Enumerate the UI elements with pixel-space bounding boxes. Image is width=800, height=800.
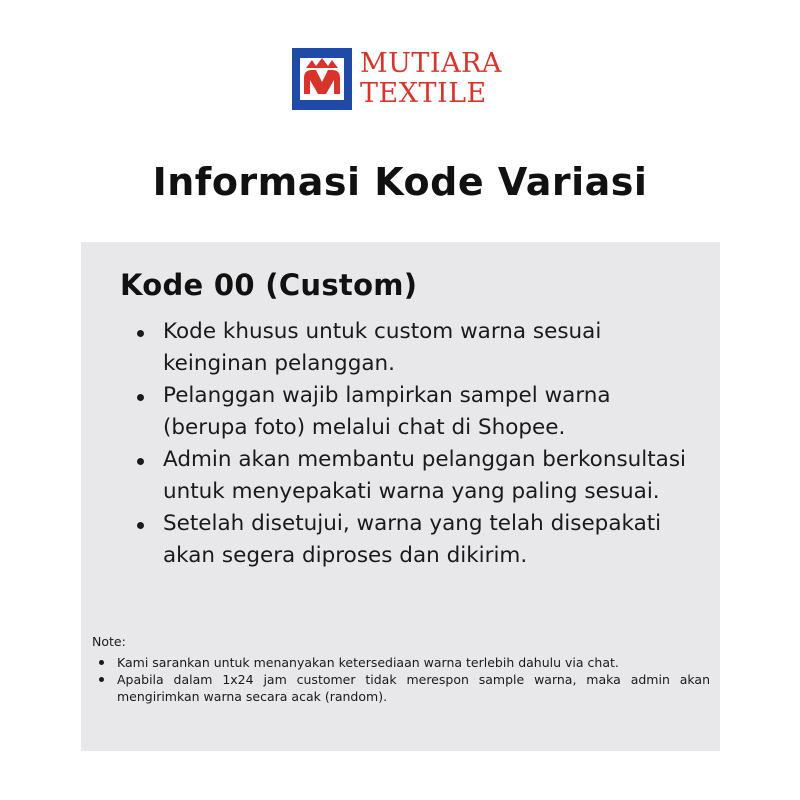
bullet-icon xyxy=(137,458,144,465)
logo-line-1: MUTIARA xyxy=(360,48,502,79)
list-item xyxy=(133,380,693,444)
brand-logo xyxy=(292,48,502,110)
card-heading: Kode 00 (Custom) xyxy=(120,268,418,302)
bullet-icon xyxy=(137,394,144,401)
note-list xyxy=(95,654,710,705)
note-item-text: Kami sarankan untuk menanyakan ketersediaan warna terlebih dahulu via chat. xyxy=(117,655,619,670)
list-item xyxy=(133,508,693,572)
note-item xyxy=(95,671,710,705)
list-item-text: Setelah disetujui, warna yang telah disepakati akan segera diproses dan dikirim. xyxy=(163,511,662,568)
note-item xyxy=(95,654,710,671)
info-list xyxy=(133,316,693,572)
page-title: Informasi Kode Variasi xyxy=(152,160,648,204)
list-item-text: Pelanggan wajib lampirkan sampel warna (berupa foto) melalui chat di Shopee. xyxy=(163,383,611,440)
list-item xyxy=(133,316,693,380)
logo-emblem-icon xyxy=(292,48,352,110)
bullet-icon xyxy=(99,677,104,682)
note-label: Note: xyxy=(92,634,126,649)
note-item-text: Apabila dalam 1x24 jam customer tidak merespon sample warna, maka admin akan mengirimkan warna secara acak (random). xyxy=(117,672,710,704)
bullet-icon xyxy=(99,660,104,665)
list-item-text: Admin akan membantu pelanggan berkonsultasi untuk menyepakati warna yang paling sesuai. xyxy=(163,447,687,504)
bullet-icon xyxy=(137,522,144,529)
bullet-icon xyxy=(137,330,144,337)
logo-line-2: TEXTILE xyxy=(360,78,487,109)
list-item xyxy=(133,444,693,508)
info-card xyxy=(81,242,720,751)
list-item-text: Kode khusus untuk custom warna sesuai keinginan pelanggan. xyxy=(163,319,602,376)
logo-wordmark xyxy=(360,49,502,109)
